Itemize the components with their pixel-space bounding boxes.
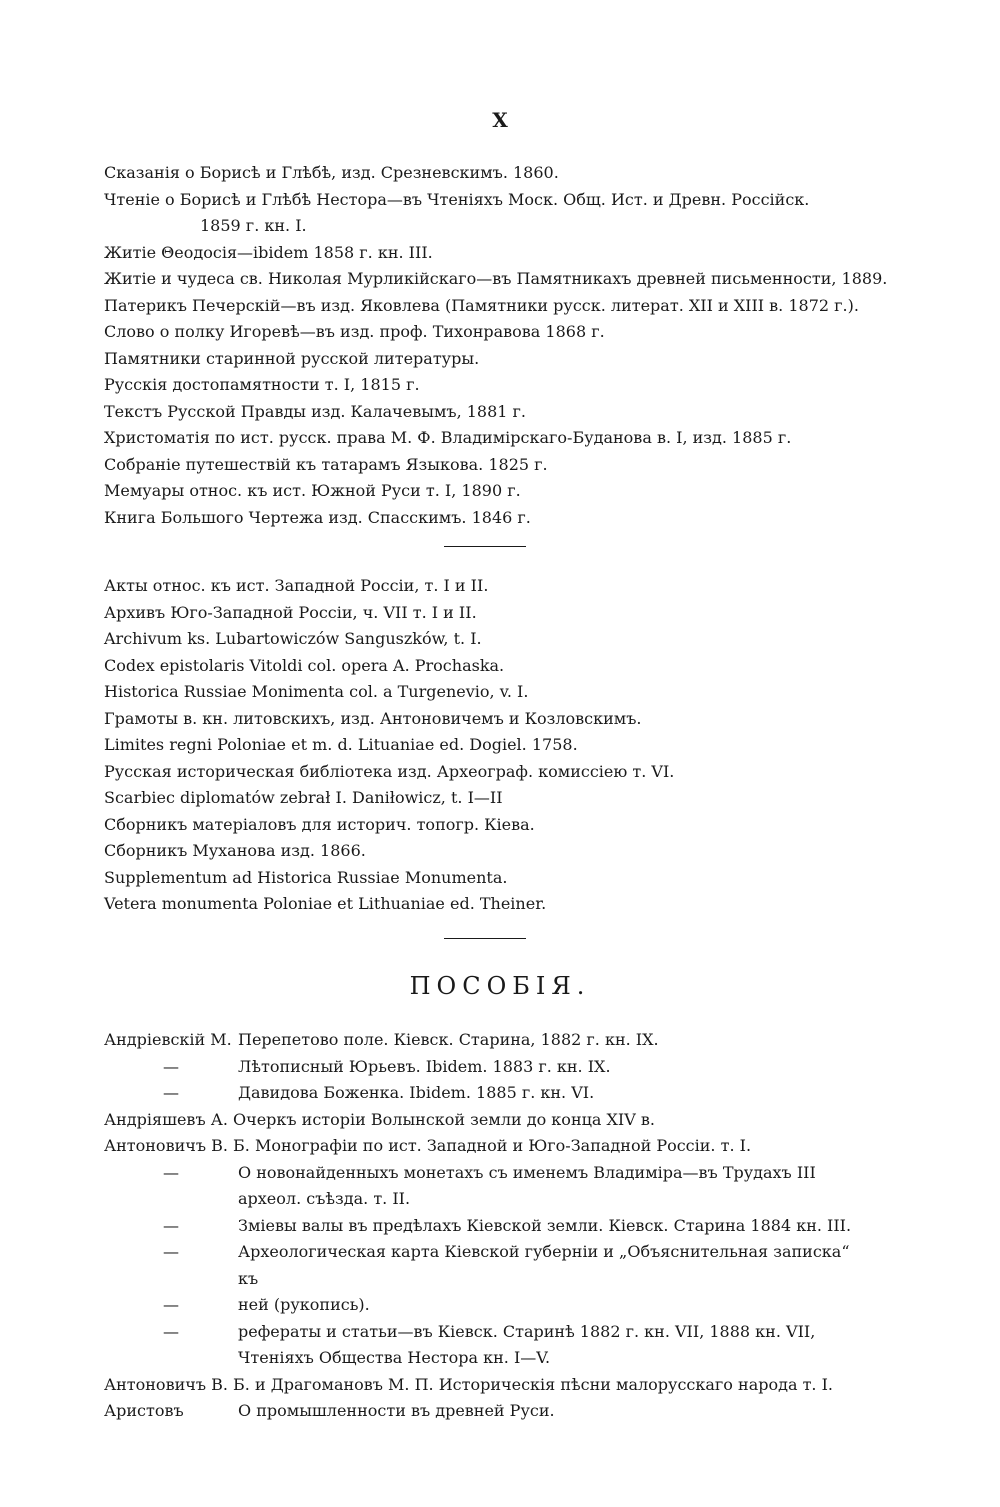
entry-text: Антоновичъ В. Б. и Драгомановъ М. П. Историческія пѣсни малорусскаго народа т. I.: [104, 1374, 834, 1394]
list-item: Слово о полку Игоревѣ—въ изд. проф. Тихонравова 1868 г.: [104, 322, 605, 341]
list-item: [104, 1398, 874, 1425]
section-divider: [444, 938, 526, 939]
list-item: Собраніе путешествій къ татарамъ Языкова. 1825 г.: [104, 454, 548, 474]
list-item: Русская историческая библіотека изд. Археограф. комиссіею т. VI.: [104, 761, 675, 781]
ditto-dash: —: [163, 1215, 179, 1235]
manuals-list: [104, 1027, 874, 1425]
list-item: Сборникъ Муханова изд. 1866.: [104, 841, 366, 860]
list-item: [104, 1107, 874, 1134]
section-divider: [444, 546, 526, 547]
list-item: Русскія достопамятности т. I, 1815 г.: [104, 375, 420, 394]
entry-text: Археологическая карта Кіевской губерніи и „Объяснительная записка“ къ: [238, 1242, 850, 1288]
list-item: Христоматія по ист. русск. права М. Ф. Владимірскаго-Буданова в. I, изд. 1885 г.: [104, 428, 792, 447]
list-item: Codex epistolaris Vitoldi col. opera A. Prochaska.: [104, 655, 505, 675]
list-item: Vetera monumenta Poloniae et Lithuaniae ed. Theiner.: [104, 894, 547, 913]
list-item: Акты относ. къ ист. Западной Россіи, т. I и II.: [104, 576, 489, 595]
sources-list-russian: [104, 160, 888, 531]
list-item: Scarbiec diplomatów zebrał I. Daniłowicz, t. I—II: [104, 788, 503, 807]
author: Аристовъ: [104, 1401, 184, 1420]
list-item: Текстъ Русской Правды изд. Калачевымъ, 1881 г.: [104, 401, 527, 421]
entry-text: рефераты и статьи—въ Кіевск. Старинѣ 1882 г. кн. VII, 1888 кн. VII, Чтеніяхъ Общества Нестора кн. I—V.: [238, 1321, 816, 1367]
list-item: Archivum ks. Lubartowiczów Sanguszków, t. I.: [104, 629, 482, 648]
ditto-dash: —: [163, 1162, 179, 1182]
entry-text: Зміевы валы въ предѣлахъ Кіевской земли. Кіевск. Старина 1884 кн. III.: [238, 1215, 852, 1235]
list-item: [104, 1239, 874, 1292]
list-item: [104, 1319, 874, 1372]
ditto-dash: —: [163, 1295, 179, 1314]
list-item: Сказанія о Борисѣ и Глѣбѣ, изд. Срезневскимъ. 1860.: [104, 163, 559, 182]
entry-text: Лѣтописный Юрьевъ. Ibidem. 1883 г. кн. IX.: [238, 1056, 611, 1076]
list-item: Книга Большого Чертежа изд. Спасскимъ. 1846 г.: [104, 507, 531, 527]
list-item: [104, 1292, 874, 1319]
entry-text: Андріяшевъ А. Очеркъ исторіи Волынской земли до конца XIV в.: [104, 1109, 655, 1129]
ditto-dash: —: [163, 1083, 179, 1102]
entry-text: Давидова Боженка. Ibidem. 1885 г. кн. VI.: [238, 1083, 595, 1102]
list-item: Historica Russiae Monimenta col. a Turgenevio, v. I.: [104, 682, 529, 701]
list-item: Житіе и чудеса св. Николая Мурликійскаго—въ Памятникахъ древней письменности, 1889.: [104, 269, 888, 288]
list-item: Грамоты в. кн. литовскихъ, изд. Антоновичемъ и Козловскимъ.: [104, 708, 642, 728]
list-item: [104, 1213, 874, 1240]
ditto-dash: —: [163, 1056, 179, 1076]
list-item: Архивъ Юго-Западной Россіи, ч. VII т. I и II.: [104, 602, 477, 622]
list-item: Limites regni Poloniae et m. d. Lituaniae ed. Dogiel. 1758.: [104, 735, 578, 754]
list-item: [104, 1160, 874, 1213]
list-item: Мемуары относ. къ ист. Южной Руси т. I, 1890 г.: [104, 481, 521, 500]
list-item: Сборникъ матеріаловъ для историч. топогр. Кіева.: [104, 814, 535, 834]
list-item: Житіе Θеодосія—ibidem 1858 г. кн. III.: [104, 242, 433, 262]
author: Андріевскій М.: [104, 1030, 232, 1049]
list-item: Supplementum ad Historica Russiae Monumenta.: [104, 867, 508, 887]
section-heading: ПОСОБІЯ.: [409, 972, 591, 1000]
entry-text: Антоновичъ В. Б. Монографіи по ист. Западной и Юго-Западной Россіи. т. I.: [104, 1136, 752, 1155]
list-item: [104, 1027, 874, 1054]
ditto-dash: —: [163, 1321, 179, 1341]
list-item: Патерикъ Печерскій—въ изд. Яковлева (Памятники русск. литерат. XII и XIII в. 1872 г.).: [104, 295, 859, 315]
entry-text: Перепетово поле. Кіевск. Старина, 1882 г. кн. IX.: [238, 1030, 659, 1049]
list-item-continuation: 1859 г. кн. I.: [200, 216, 307, 235]
list-item: [104, 1133, 874, 1160]
entry-text: О промышленности въ древней Руси.: [238, 1401, 555, 1420]
ditto-dash: —: [163, 1242, 179, 1261]
list-item: Памятники старинной русской литературы.: [104, 348, 480, 368]
sources-list-acts: [104, 573, 874, 918]
page-number: X: [492, 108, 508, 132]
entry-text: О новонайденныхъ монетахъ съ именемъ Владиміра—въ Трудахъ III археол. съѣзда. т. II.: [238, 1162, 816, 1208]
list-item: [104, 1054, 874, 1081]
list-item: Чтеніе о Борисѣ и Глѣбѣ Нестора—въ Чтеніяхъ Моск. Общ. Ист. и Древн. Россійск.: [104, 189, 810, 209]
list-item: [104, 1080, 874, 1107]
entry-text: ней (рукопись).: [238, 1295, 370, 1314]
list-item: [104, 1372, 874, 1399]
